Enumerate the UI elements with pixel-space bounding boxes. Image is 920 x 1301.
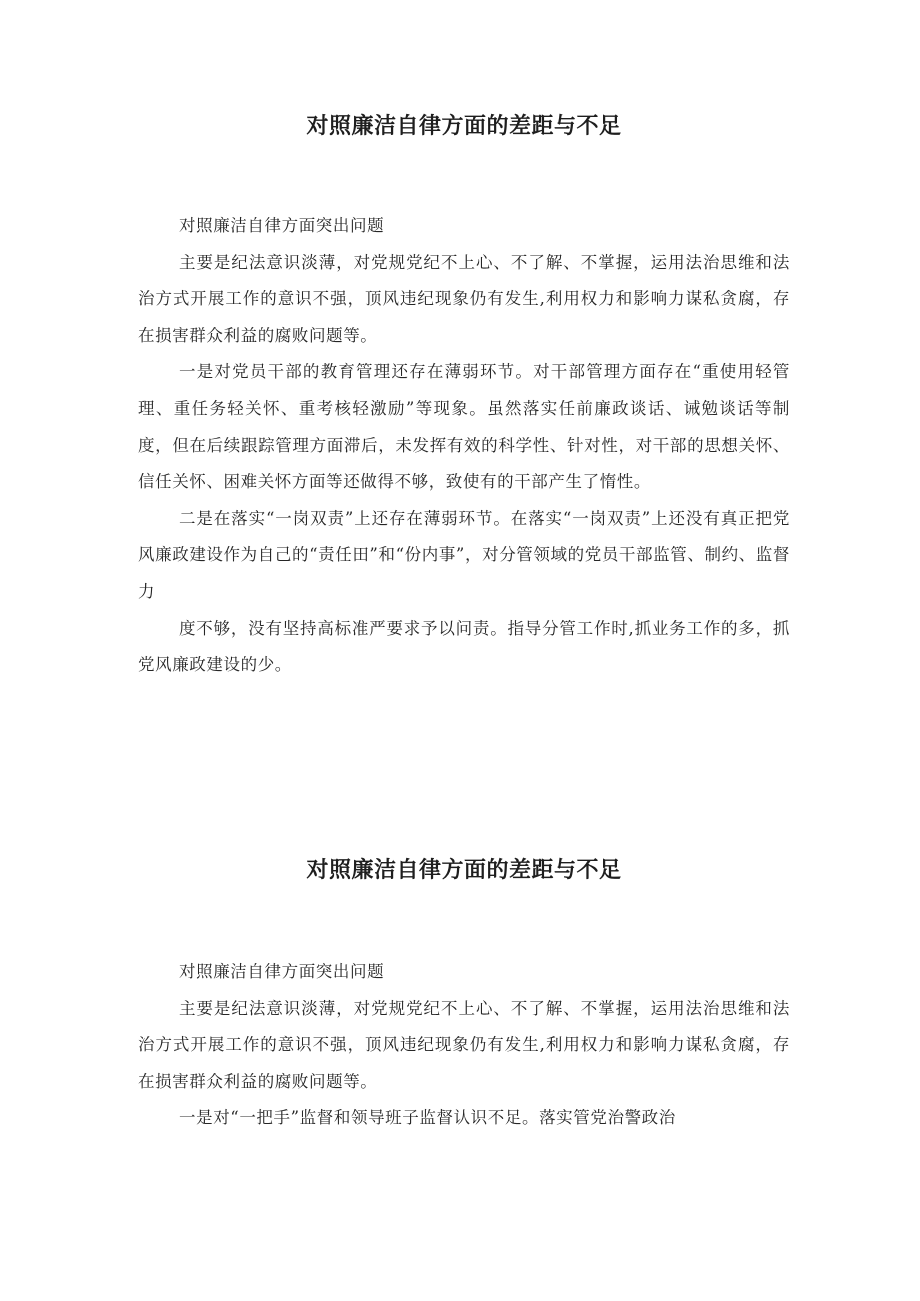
section-subheading: 对照廉洁自律方面突出问题	[179, 962, 385, 981]
paragraph: 一是对党员干部的教育管理还存在薄弱环节。对干部管理方面存在“重使用轻管理、重任务轻关怀、重考核轻激励”等现象。虽然落实任前廉政谈话、诫勉谈话等制度，但在后续跟踪管理方面滞后，未发挥有效的科学性、针对性，对干部的思想关怀、信任关怀、困难关怀方面等还做得不够，致使有的干部产生了惰性。	[138, 362, 790, 492]
section-title: 对照廉洁自律方面的差距与不足	[306, 114, 622, 139]
section-2	[138, 856, 790, 1137]
section-title: 对照廉洁自律方面的差距与不足	[306, 858, 622, 883]
section-subheading: 对照廉洁自律方面突出问题	[179, 216, 385, 235]
paragraph: 度不够，没有坚持高标准严要求予以问责。指导分管工作时,抓业务工作的多，抓党风廉政建设的少。	[138, 618, 790, 675]
paragraph: 主要是纪法意识淡薄，对党规党纪不上心、不了解、不掌握，运用法治思维和法治方式开展工作的意识不强，顶风违纪现象仍有发生,利用权力和影响力谋私贪腐，存在损害群众利益的腐败问题等。	[138, 998, 790, 1091]
paragraph: 一是对“一把手”监督和领导班子监督认识不足。落实管党治警政治	[179, 1108, 676, 1128]
paragraph: 二是在落实“一岗双责”上还存在薄弱环节。在落实“一岗双责”上还没有真正把党风廉政建设作为自己的“责任田”和“份内事”，对分管领域的党员干部监管、制约、监督力	[138, 508, 790, 601]
paragraph: 主要是纪法意识淡薄，对党规党纪不上心、不了解、不掌握，运用法治思维和法治方式开展工作的意识不强，顶风违纪现象仍有发生,利用权力和影响力谋私贪腐，存在损害群众利益的腐败问题等。	[138, 252, 790, 345]
section-1	[138, 112, 790, 684]
